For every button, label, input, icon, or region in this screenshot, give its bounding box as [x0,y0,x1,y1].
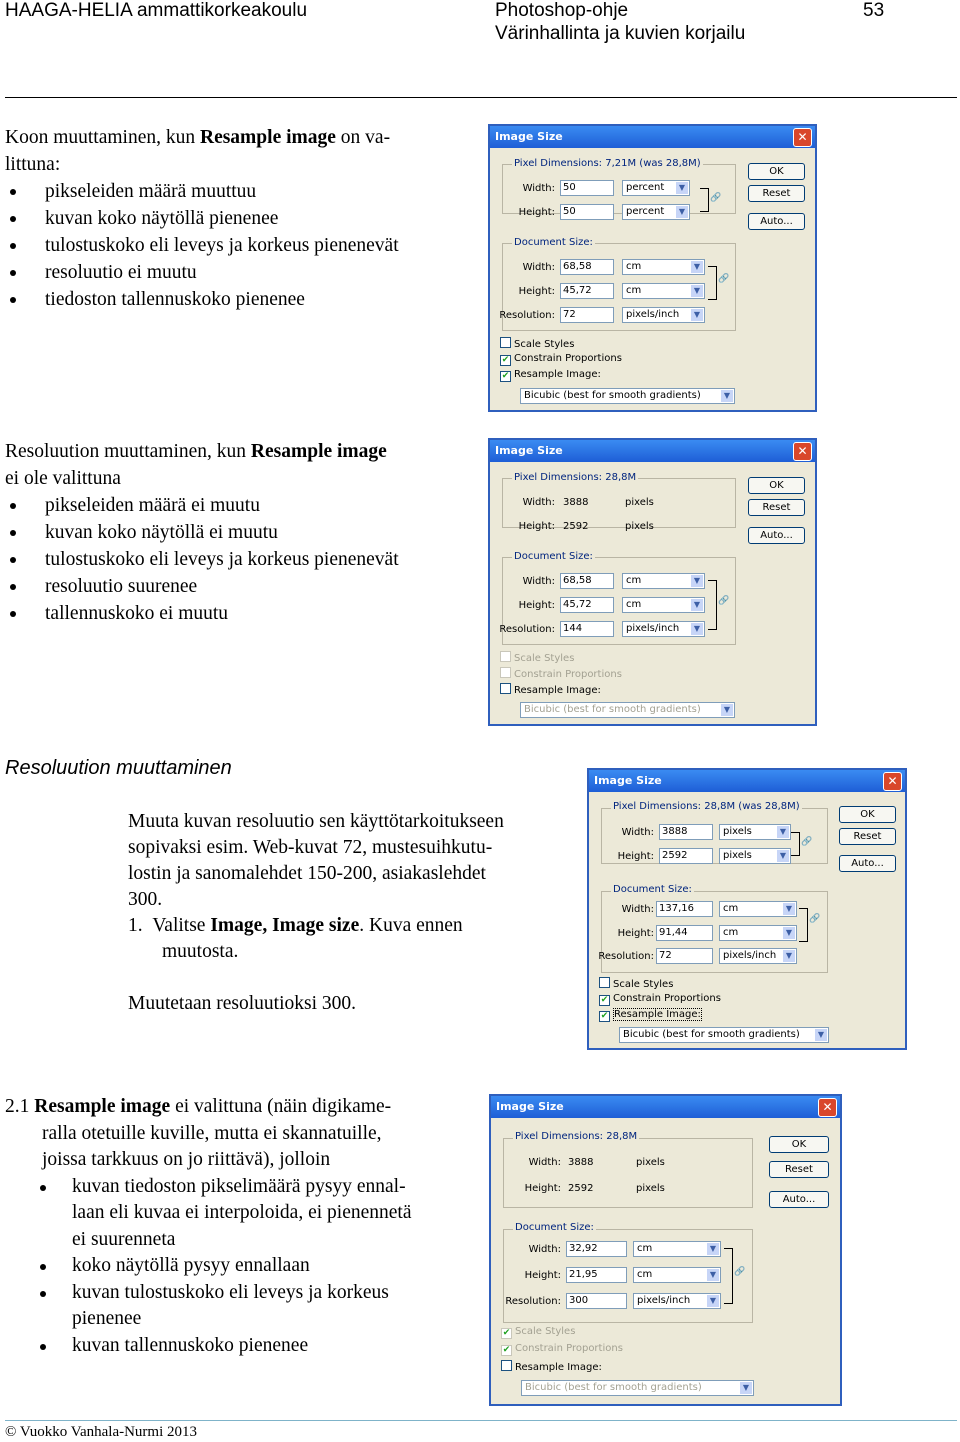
pixel-dimensions-group [503,1138,753,1208]
doc-height-label: Height: [518,286,555,297]
check-icon: ✔ [501,355,510,365]
close-icon[interactable]: ✕ [883,772,902,791]
ok-button[interactable]: OK [748,163,805,180]
chevron-down-icon: ▼ [707,1243,719,1255]
pixel-width-input[interactable]: 50 [560,180,614,196]
doc-height-label: Height: [518,600,555,611]
doc-width-input[interactable]: 32,92 [566,1241,627,1257]
pixel-width-label: Width: [522,497,555,508]
resolution-unit-select[interactable] [622,307,705,323]
scale-styles-checkbox[interactable] [501,1326,575,1339]
s3-step-pre: Valitse [152,915,211,936]
checkbox-box [501,1360,512,1371]
section-4-text [5,1094,480,1359]
check-icon: ✔ [501,371,510,381]
resample-checkbox[interactable] [501,1360,602,1373]
resolution-unit-select[interactable] [622,621,705,637]
s3-p2: sopivaksi esim. Web-kuvat 72, mustesuihkutu- [128,837,493,858]
link-icon: 🔗 [734,1267,746,1277]
unit-value: pixels/inch [626,309,680,320]
auto-button[interactable]: Auto... [769,1191,829,1208]
checkbox-box [599,977,610,988]
doc-width-unit-select[interactable] [622,573,705,589]
s1-line1-post: on va- [335,127,391,148]
header-org: HAAGA-HELIA ammattikorkeakoulu [5,0,308,21]
pixel-dimensions-label: Pixel Dimensions: 28,8M (was 28,8M) [613,801,800,812]
checkbox-label: Constrain Proportions [613,993,721,1004]
resolution-input[interactable]: 72 [560,307,614,323]
constrain-checkbox[interactable] [501,1343,623,1356]
doc-height-unit-select[interactable] [719,925,797,941]
link-icon: 🔗 [801,837,813,847]
pixel-dimensions-label: Pixel Dimensions: 28,8M [515,1131,638,1142]
s3-p5: Muutetaan resoluutioksi 300. [128,993,357,1014]
doc-height-unit-select[interactable] [622,283,705,299]
page-number: 53 [863,0,885,21]
chevron-down-icon: ▼ [676,182,688,194]
scale-styles-checkbox[interactable] [500,337,574,350]
checkbox-label: Scale Styles [613,979,674,990]
chevron-down-icon: ▼ [783,903,795,915]
pixel-width-unit: pixels [625,497,654,508]
s2-line2: ei ole valittuna [5,468,121,489]
resample-method-select[interactable] [521,1380,754,1396]
check-icon: ✔ [600,1011,609,1021]
s1-line2: littuna: [5,154,61,175]
chevron-down-icon: ▼ [691,309,703,321]
doc-width-label: Width: [522,576,555,587]
list-item: tulostuskoko eli leveys ja korkeus pienenevät [5,546,475,573]
chevron-down-icon: ▼ [721,704,733,716]
pixel-height-input[interactable]: 50 [560,204,614,220]
header-rule [5,97,957,98]
link-icon: 🔗 [809,914,821,924]
pixel-height-label: Height: [518,207,555,218]
image-size-dialog-1 [488,124,817,412]
doc-height-label: Height: [524,1270,561,1281]
s2-line1-pre: Resoluution muuttaminen, kun [5,441,251,462]
doc-width-input[interactable]: 137,16 [656,901,713,917]
section-3-text [128,809,578,1017]
s3-step-bold: Image, Image size [210,915,360,936]
ok-button[interactable]: OK [748,477,805,494]
section-2-text [5,438,475,627]
list-item: tiedoston tallennuskoko pienenee [5,286,475,313]
pixel-dimensions-label: Pixel Dimensions: 7,21M (was 28,8M) [514,158,701,169]
chevron-down-icon: ▼ [783,950,795,962]
chevron-down-icon: ▼ [707,1269,719,1281]
dialog-title: Image Size [496,1100,564,1113]
dialog-title: Image Size [495,444,563,457]
doc-height-input[interactable]: 21,95 [566,1267,627,1283]
list-item: pikseleiden määrä muuttuu [5,178,475,205]
ok-button[interactable]: OK [839,806,896,823]
chevron-down-icon: ▼ [721,390,733,402]
pixel-width-unit: pixels [636,1157,665,1168]
unit-value: pixels/inch [626,623,680,634]
image-size-dialog-3 [587,768,907,1050]
list-item: kuvan koko näytöllä pienenee [5,205,475,232]
checkbox-label: Scale Styles [515,1326,576,1337]
dialog-title: Image Size [594,774,662,787]
list-item: tulostuskoko eli leveys ja korkeus pienenevät [5,232,475,259]
method-value: Bicubic (best for smooth gradients) [525,1382,702,1393]
s2-line1-bold: Resample image [250,441,387,462]
checkbox-label: Resample Image: [515,1362,602,1373]
pixel-width-label: Width: [621,827,654,838]
resample-method-select[interactable] [619,1027,829,1043]
s3-p4: 300. [128,889,163,910]
pixel-width-input[interactable]: 3888 [659,824,713,840]
list-item [35,1280,480,1333]
pixel-width-unit-select[interactable] [719,824,791,840]
pixel-height-unit: pixels [636,1183,665,1194]
doc-height-unit-select[interactable] [622,597,705,613]
s3-step-num: 1. [128,915,143,936]
doc-height-label: Height: [617,928,654,939]
pixel-height-value: 2592 [563,521,589,532]
resolution-label: Resolution: [499,310,555,321]
link-bracket [708,580,717,630]
resolution-label: Resolution: [598,951,654,962]
chevron-down-icon: ▼ [691,261,703,273]
resample-checkbox[interactable] [500,683,601,696]
header-title: Photoshop-ohje [495,0,629,21]
s4-b1c: ei suurenneta [72,1228,176,1250]
unit-value: pixels [723,826,752,837]
unit-value: percent [626,182,665,193]
resolution-input[interactable]: 300 [566,1293,627,1309]
unit-value: pixels/inch [723,950,777,961]
unit-value: cm [626,575,642,586]
pixel-height-label: Height: [518,521,555,532]
dialog-titlebar [490,440,815,462]
ok-button[interactable]: OK [769,1136,829,1153]
auto-button[interactable]: Auto... [748,213,805,230]
document-size-label: Document Size: [613,884,692,895]
checkbox-label: Constrain Proportions [514,353,622,364]
unit-value: cm [637,1269,653,1280]
doc-width-unit-select[interactable] [622,259,705,275]
unit-value: percent [626,206,665,217]
link-icon: 🔗 [710,193,722,203]
doc-height-input[interactable]: 45,72 [560,283,614,299]
dialog-title: Image Size [495,130,563,143]
image-size-dialog-4 [489,1094,842,1406]
resample-checkbox[interactable] [500,369,601,382]
doc-width-unit-select[interactable] [719,901,797,917]
chevron-down-icon: ▼ [777,850,789,862]
close-icon[interactable]: ✕ [793,128,812,147]
pixel-width-label: Width: [528,1157,561,1168]
link-bracket [799,908,808,942]
reset-button[interactable]: Reset [839,828,896,845]
list-item: pikseleiden määrä ei muutu [5,492,475,519]
pixel-height-unit: pixels [625,521,654,532]
s4-t1: ei valittuna (näin digikame- [170,1096,392,1117]
doc-width-input[interactable]: 68,58 [560,259,614,275]
link-bracket [791,832,800,856]
constrain-checkbox[interactable] [500,353,622,366]
link-icon: 🔗 [718,596,730,606]
checkbox-label: Resample Image: [614,1009,701,1020]
check-icon: ✔ [502,1328,511,1338]
pixel-width-value: 3888 [568,1157,594,1168]
image-size-dialog-2 [488,438,817,726]
chevron-down-icon: ▼ [707,1295,719,1307]
checkbox-box [500,683,511,694]
chevron-down-icon: ▼ [676,206,688,218]
chevron-down-icon: ▼ [691,623,703,635]
doc-width-label: Width: [522,262,555,273]
checkbox-label: Constrain Proportions [514,669,622,680]
method-value: Bicubic (best for smooth gradients) [524,704,701,715]
s4-t3: joissa tarkkuus on jo riittävä), jolloin [42,1149,331,1170]
resample-method-select[interactable] [520,702,735,718]
doc-width-unit-select[interactable] [633,1241,721,1257]
doc-width-label: Width: [528,1244,561,1255]
section-3-heading: Resoluution muuttaminen [5,757,232,779]
pixel-dimensions-label: Pixel Dimensions: 28,8M [514,472,637,483]
resolution-input[interactable]: 72 [656,948,713,964]
link-icon: 🔗 [718,274,730,284]
pixel-height-value: 2592 [568,1183,594,1194]
list-item: kuvan tallennuskoko pienenee [35,1333,480,1360]
s3-step-post: . Kuva ennen [359,915,463,936]
link-bracket [724,1248,733,1304]
link-bracket [708,266,717,300]
s1-line1-bold: Resample image [199,127,336,148]
doc-height-unit-select[interactable] [633,1267,721,1283]
scale-styles-checkbox[interactable] [599,977,673,990]
method-value: Bicubic (best for smooth gradients) [623,1029,800,1040]
unit-value: pixels [723,850,752,861]
unit-value: cm [626,285,642,296]
s4-b3a: kuvan tulostuskoko eli leveys ja korkeus [72,1281,389,1303]
checkbox-label: Scale Styles [514,653,575,664]
checkbox-label: Scale Styles [514,339,575,350]
checkbox-box [500,337,511,348]
s3-p1: Muuta kuvan resoluutio sen käyttötarkoitukseen [128,811,504,832]
resample-checkbox[interactable] [599,1009,702,1022]
pixel-height-label: Height: [524,1183,561,1194]
reset-button[interactable]: Reset [769,1161,829,1178]
checkbox-label: Constrain Proportions [515,1343,623,1354]
header-subtitle: Värinhallinta ja kuvien korjailu [495,23,746,44]
pixel-width-unit-select[interactable] [622,180,690,196]
chevron-down-icon: ▼ [740,1382,752,1394]
dialog-titlebar [589,770,905,792]
s1-line1-pre: Koon muuttaminen, kun [5,127,200,148]
pixel-width-label: Width: [522,183,555,194]
unit-value: pixels/inch [637,1295,691,1306]
auto-button[interactable]: Auto... [839,855,896,872]
resolution-label: Resolution: [505,1296,561,1307]
constrain-checkbox[interactable] [500,667,622,680]
chevron-down-icon: ▼ [815,1029,827,1041]
document-size-label: Document Size: [514,237,593,248]
s3-p3: lostin ja sanomalehdet 150-200, asiakaslehdet [128,863,486,884]
document-size-label: Document Size: [514,551,593,562]
reset-button[interactable]: Reset [748,499,805,516]
resolution-label: Resolution: [499,624,555,635]
auto-button[interactable]: Auto... [748,527,805,544]
doc-height-input[interactable]: 91,44 [656,925,713,941]
unit-value: cm [723,903,739,914]
check-icon: ✔ [600,995,609,1005]
checkbox-box [500,651,511,662]
doc-height-input[interactable]: 45,72 [560,597,614,613]
section-1-text [5,124,475,313]
pixel-height-unit-select[interactable] [719,848,791,864]
checkbox-label: Resample Image: [514,369,601,380]
check-icon: ✔ [502,1345,511,1355]
s4-b1b: laan eli kuvaa ei interpoloida, ei pienennetä [72,1202,412,1223]
resolution-input[interactable]: 144 [560,621,614,637]
chevron-down-icon: ▼ [691,285,703,297]
close-icon[interactable]: ✕ [793,442,812,461]
checkbox-box [500,667,511,678]
resolution-unit-select[interactable] [719,948,797,964]
s4-t2: ralla otetuille kuville, mutta ei skannatuille, [42,1122,382,1144]
s2-bullet-list [5,492,475,627]
list-item [35,1174,480,1254]
s3-step-cont: muutosta. [162,941,239,962]
s1-bullet-list [5,178,475,313]
footer-copyright: © Vuokko Vanhala-Nurmi 2013 [5,1424,198,1440]
footer-rule [5,1420,957,1421]
chevron-down-icon: ▼ [691,599,703,611]
resolution-unit-select[interactable] [633,1293,721,1309]
close-icon[interactable]: ✕ [818,1098,837,1117]
doc-width-input[interactable]: 68,58 [560,573,614,589]
s4-b3b: pienenee [72,1308,142,1329]
dialog-titlebar [491,1096,840,1118]
list-item: resoluutio ei muutu [5,259,475,286]
chevron-down-icon: ▼ [691,575,703,587]
s4-bullet-list [5,1174,480,1360]
unit-value: cm [626,261,642,272]
list-item: kuvan koko näytöllä ei muutu [5,519,475,546]
reset-button[interactable]: Reset [748,185,805,202]
pixel-width-value: 3888 [563,497,589,508]
unit-value: cm [626,599,642,610]
pixel-height-label: Height: [617,851,654,862]
document-size-label: Document Size: [515,1222,594,1233]
s4-bold: Resample image [34,1096,171,1117]
doc-width-label: Width: [621,904,654,915]
list-item: tallennuskoko ei muutu [5,600,475,627]
chevron-down-icon: ▼ [777,826,789,838]
s4-b1a: kuvan tiedoston pikselimäärä pysyy ennal- [72,1175,406,1197]
resample-method-select[interactable] [520,388,735,404]
checkbox-label: Resample Image: [514,685,601,696]
pixel-height-input[interactable]: 2592 [659,848,713,864]
chevron-down-icon: ▼ [783,927,795,939]
constrain-checkbox[interactable] [599,993,721,1006]
s4-num: 2.1 [5,1096,35,1117]
link-bracket [700,188,709,212]
unit-value: cm [637,1243,653,1254]
scale-styles-checkbox[interactable] [500,651,574,664]
list-item: resoluutio suurenee [5,573,475,600]
unit-value: cm [723,927,739,938]
dialog-titlebar [490,126,815,148]
method-value: Bicubic (best for smooth gradients) [524,390,701,401]
pixel-height-unit-select[interactable] [622,204,690,220]
list-item: koko näytöllä pysyy ennallaan [35,1253,480,1280]
